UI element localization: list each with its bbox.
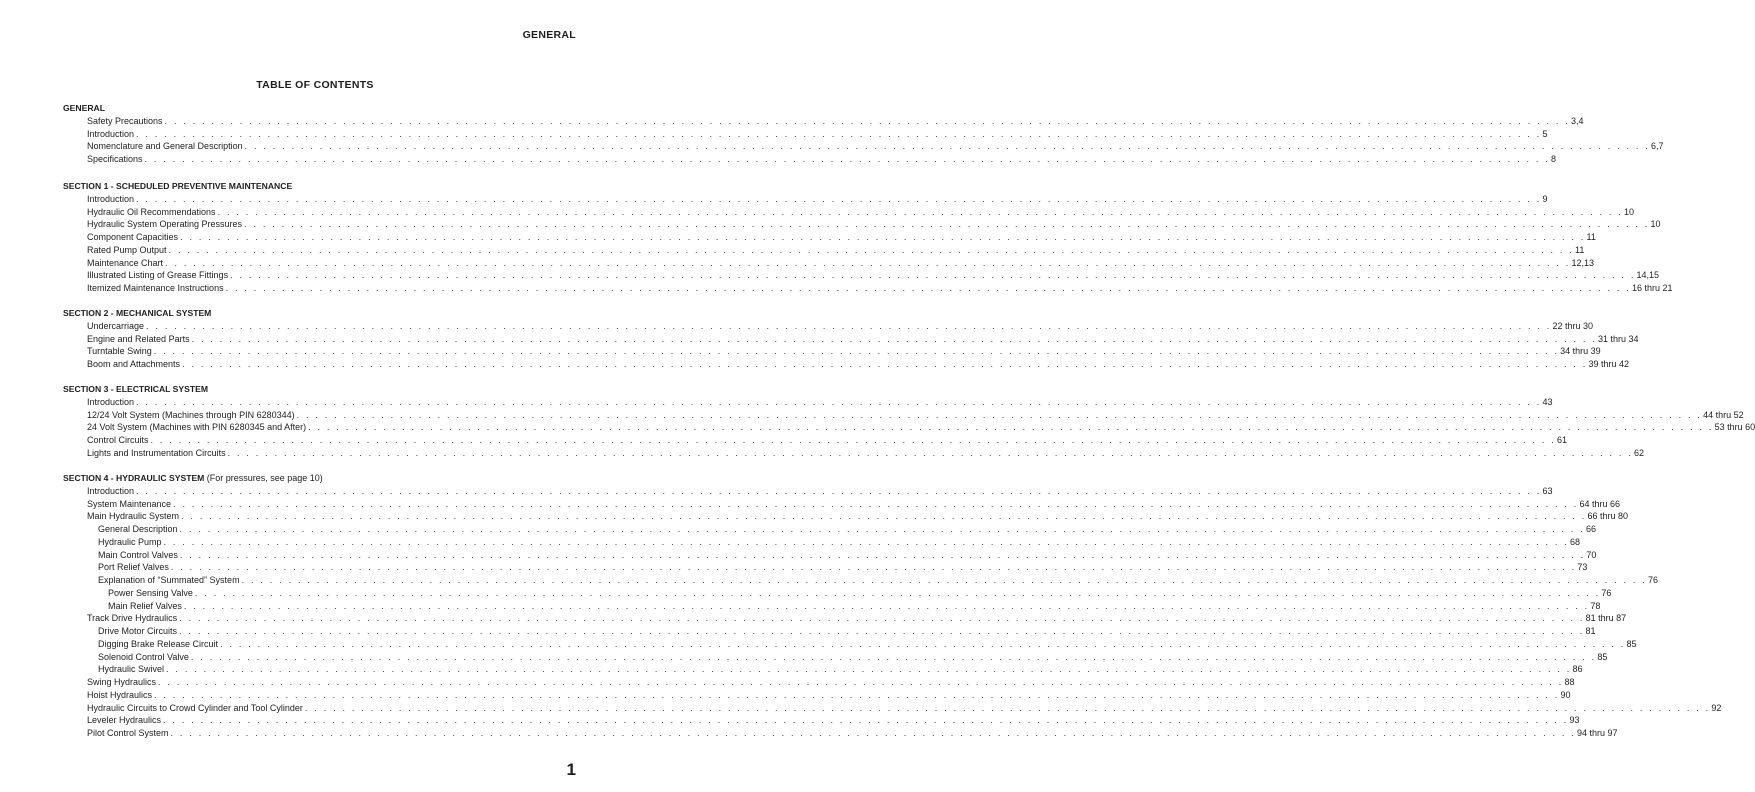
toc-entry[interactable] [63, 651, 1608, 664]
entry-label: Main Hydraulic System [87, 511, 180, 522]
dot-leader: . . . . . . . . . . . . . . . . . . . . . . . . . . . . . . . . . . . . . . . . . . . . . . . . . . . . . . . . . . . . . . . . . . . . . . . . . . . . . . . . . . . . . . . . . . . . . . . . . . . . . . . . . . . . . . . . . . . . . . . . . . . . . . . . . . . . . . . . . . . . . . . . . . . . . . [241, 575, 1648, 585]
dot-leader: . . . . . . . . . . . . . . . . . . . . . . . . . . . . . . . . . . . . . . . . . . . . . . . . . . . . . . . . . . . . . . . . . . . . . . . . . . . . . . . . . . . . . . . . . . . . . . . . . . . . . . . . . . . . . . . . . . . . . . . . . . . . . . . . . . . . . . . . . . . . . . . . . . . . . . [181, 511, 1587, 522]
section-heading-text: GENERAL [63, 103, 106, 113]
toc-entry[interactable] [63, 689, 1571, 702]
dot-leader: . . . . . . . . . . . . . . . . . . . . . . . . . . . . . . . . . . . . . . . . . . . . . . . . . . . . . . . . . . . . . . . . . . . . . . . . . . . . . . . . . . . . . . . . . . . . . . . . . . . . . . . . . . . . . . . . . . . . . . . . . . . . . . . . . . . . . . . . . . . . . . . . . . . . . . [136, 485, 1542, 496]
toc-entry[interactable] [63, 498, 1621, 511]
dot-leader: . . . . . . . . . . . . . . . . . . . . . . . . . . . . . . . . . . . . . . . . . . . . . . . . . . . . . . . . . . . . . . . . . . . . . . . . . . . . . . . . . . . . . . . . . . . . . . . . . . . . . . . . . . . . . . . . . . . . . . . . . . . . . . . . . . . . . . . . . . . . . . . . . . . . . . [225, 283, 1632, 293]
toc-section [63, 307, 1639, 371]
entry-label: Component Capacities [87, 232, 179, 242]
dot-leader: . . . . . . . . . . . . . . . . . . . . . . . . . . . . . . . . . . . . . . . . . . . . . . . . . . . . . . . . . . . . . . . . . . . . . . . . . . . . . . . . . . . . . . . . . . . . . . . . . . . . . . . . . . . . . . . . . . . . . . . . . . . . . . . . . . . . . . . . . . . . . . . . . . . . . . [179, 549, 1586, 560]
toc-entry[interactable] [63, 447, 1645, 460]
toc-entry[interactable] [63, 231, 1596, 244]
page-title: TABLE OF CONTENTS [256, 79, 374, 91]
section-heading [63, 307, 566, 320]
toc-entry[interactable] [63, 714, 1580, 727]
entry-pages: 92 [1711, 702, 1722, 713]
entry-label: Introduction [87, 485, 135, 496]
entry-pages: 43 [1542, 396, 1553, 407]
entry-label: Itemized Maintenance Instructions [87, 283, 224, 293]
entry-label: Lights and Instrumentation Circuits [87, 447, 226, 458]
entry-label: Boom and Attachments [87, 359, 181, 369]
dot-leader: . . . . . . . . . . . . . . . . . . . . . . . . . . . . . . . . . . . . . . . . . . . . . . . . . . . . . . . . . . . . . . . . . . . . . . . . . . . . . . . . . . . . . . . . . . . . . . . . . . . . . . . . . . . . . . . . . . . . . . . . . . . . . . . . . . . . . . . . . . . . . . . . . . . . . . [163, 536, 1569, 547]
toc-entry[interactable] [63, 244, 1585, 257]
section-heading-text: SECTION 1 - SCHEDULED PREVENTIVE MAINTENANCE [63, 181, 293, 191]
entry-label: Main Relief Valves [108, 600, 182, 611]
entry-pages: 81 [1585, 626, 1596, 636]
entry-label: Introduction [87, 193, 135, 204]
toc-entry[interactable] [63, 536, 1580, 549]
dot-leader: . . . . . . . . . . . . . . . . . . . . . . . . . . . . . . . . . . . . . . . . . . . . . . . . . . . . . . . . . . . . . . . . . . . . . . . . . . . . . . . . . . . . . . . . . . . . . . . . . . . . . . . . . . . . . . . . . . . . . . . . . . . . . . . . . . . . . . . . . . . . . . . . . . . . . . [304, 702, 1711, 713]
entry-label: Swing Hydraulics [87, 677, 157, 687]
entry-label: Port Relief Valves [98, 562, 169, 573]
entry-label: General Description [98, 524, 178, 534]
entry-pages: 90 [1560, 689, 1571, 700]
entry-pages: 11 [1586, 232, 1596, 242]
entry-pages: 76 [1601, 587, 1612, 598]
toc-section [63, 180, 1673, 295]
dot-leader: . . . . . . . . . . . . . . . . . . . . . . . . . . . . . . . . . . . . . . . . . . . . . . . . . . . . . . . . . . . . . . . . . . . . . . . . . . . . . . . . . . . . . . . . . . . . . . . . . . . . . . . . . . . . . . . . . . . . . . . . . . . . . . . . . . . . . . . . . . . . . . . . . . . . . . [170, 562, 1577, 573]
entry-label: Drive Motor Circuits [98, 626, 178, 636]
entry-label: Maintenance Chart [87, 257, 164, 268]
dot-leader: . . . . . . . . . . . . . . . . . . . . . . . . . . . . . . . . . . . . . . . . . . . . . . . . . . . . . . . . . . . . . . . . . . . . . . . . . . . . . . . . . . . . . . . . . . . . . . . . . . . . . . . . . . . . . . . . . . . . . . . . . . . . . . . . . . . . . . . . . . . . . . . . . . . . . . [179, 626, 1585, 636]
toc-entry[interactable] [63, 663, 1583, 676]
entry-label: Main Control Valves [98, 549, 178, 560]
dot-leader: . . . . . . . . . . . . . . . . . . . . . . . . . . . . . . . . . . . . . . . . . . . . . . . . . . . . . . . . . . . . . . . . . . . . . . . . . . . . . . . . . . . . . . . . . . . . . . . . . . . . . . . . . . . . . . . . . . . . . . . . . . . . . . . . . . . . . . . . . . . . . . . . . . . . . . [296, 409, 1703, 420]
entry-pages: 34 thru 39 [1560, 346, 1601, 357]
entry-label: Pilot Control System [87, 728, 169, 738]
toc-section [63, 383, 1755, 460]
entry-label: Engine and Related Parts [87, 333, 190, 344]
entry-label: Undercarriage [87, 320, 145, 331]
toc-entry[interactable] [63, 421, 1755, 434]
entry-pages: 85 [1597, 651, 1608, 662]
toc-entry[interactable] [63, 193, 1548, 206]
dot-leader: . . . . . . . . . . . . . . . . . . . . . . . . . . . . . . . . . . . . . . . . . . . . . . . . . . . . . . . . . . . . . . . . . . . . . . . . . . . . . . . . . . . . . . . . . . . . . . . . . . . . . . . . . . . . . . . . . . . . . . . . . . . . . . . . . . . . . . . . . . . . . . . . . . . . . . [163, 715, 1569, 726]
entry-pages: 9 [1542, 193, 1548, 204]
entry-label: Hydraulic System Operating Pressures [87, 219, 243, 230]
toc-entry[interactable] [63, 358, 1630, 371]
toc-entry[interactable] [63, 625, 1596, 638]
toc-entry[interactable] [63, 115, 1584, 128]
toc-entry[interactable] [63, 612, 1627, 625]
dot-leader: . . . . . . . . . . . . . . . . . . . . . . . . . . . . . . . . . . . . . . . . . . . . . . . . . . . . . . . . . . . . . . . . . . . . . . . . . . . . . . . . . . . . . . . . . . . . . . . . . . . . . . . . . . . . . . . . . . . . . . . . . . . . . . . . . . . . . . . . . . . . . . . . . . . . . . [168, 244, 1574, 255]
dot-leader: . . . . . . . . . . . . . . . . . . . . . . . . . . . . . . . . . . . . . . . . . . . . . . . . . . . . . . . . . . . . . . . . . . . . . . . . . . . . . . . . . . . . . . . . . . . . . . . . . . . . . . . . . . . . . . . . . . . . . . . . . . . . . . . . . . . . . . . . . . . . . . . . . . . . . . [244, 219, 1650, 230]
entry-pages: 86 [1572, 664, 1583, 675]
toc-entry[interactable] [63, 409, 1744, 422]
dot-leader: . . . . . . . . . . . . . . . . . . . . . . . . . . . . . . . . . . . . . . . . . . . . . . . . . . . . . . . . . . . . . . . . . . . . . . . . . . . . . . . . . . . . . . . . . . . . . . . . . . . . . . . . . . . . . . . . . . . . . . . . . . . . . . . . . . . . . . . . . . . . . . . . . . . . . . [180, 232, 1586, 242]
entry-label: 24 Volt System (Machines with PIN 6280345 and After) [87, 422, 307, 433]
entry-pages: 14,15 [1636, 270, 1660, 281]
entry-label: Safety Precautions [87, 115, 163, 126]
dot-leader: . . . . . . . . . . . . . . . . . . . . . . . . . . . . . . . . . . . . . . . . . . . . . . . . . . . . . . . . . . . . . . . . . . . . . . . . . . . . . . . . . . . . . . . . . . . . . . . . . . . . . . . . . . . . . . . . . . . . . . . . . . . . . . . . . . . . . . . . . . . . . . . . . . . . . . [308, 422, 1714, 433]
entry-label: Power Sensing Valve [108, 587, 193, 598]
dot-leader: . . . . . . . . . . . . . . . . . . . . . . . . . . . . . . . . . . . . . . . . . . . . . . . . . . . . . . . . . . . . . . . . . . . . . . . . . . . . . . . . . . . . . . . . . . . . . . . . . . . . . . . . . . . . . . . . . . . . . . . . . . . . . . . . . . . . . . . . . . . . . . . . . . . . . . [144, 154, 1550, 164]
dot-leader: . . . . . . . . . . . . . . . . . . . . . . . . . . . . . . . . . . . . . . . . . . . . . . . . . . . . . . . . . . . . . . . . . . . . . . . . . . . . . . . . . . . . . . . . . . . . . . . . . . . . . . . . . . . . . . . . . . . . . . . . . . . . . . . . . . . . . . . . . . . . . . . . . . . . . . [227, 447, 1634, 458]
dot-leader: . . . . . . . . . . . . . . . . . . . . . . . . . . . . . . . . . . . . . . . . . . . . . . . . . . . . . . . . . . . . . . . . . . . . . . . . . . . . . . . . . . . . . . . . . . . . . . . . . . . . . . . . . . . . . . . . . . . . . . . . . . . . . . . . . . . . . . . . . . . . . . . . . . . . . . [164, 115, 1570, 126]
toc-entry[interactable] [63, 523, 1597, 536]
toc-entry[interactable] [63, 727, 1618, 740]
entry-label: Leveler Hydraulics [87, 715, 162, 726]
entry-label: Explanation of “Summated” System [98, 575, 240, 585]
entry-pages: 78 [1590, 600, 1601, 611]
toc-entry[interactable] [63, 345, 1601, 358]
entry-pages: 64 thru 66 [1579, 498, 1621, 509]
toc-entry[interactable] [63, 333, 1639, 346]
entry-label: Specifications [87, 154, 143, 164]
section-note: (For pressures, see page 10) [206, 473, 323, 483]
entry-pages: 94 thru 97 [1576, 728, 1618, 738]
entry-label: Turntable Swing [87, 346, 152, 357]
entry-label: 12/24 Volt System (Machines through PIN 6280344) [87, 409, 295, 420]
dot-leader: . . . . . . . . . . . . . . . . . . . . . . . . . . . . . . . . . . . . . . . . . . . . . . . . . . . . . . . . . . . . . . . . . . . . . . . . . . . . . . . . . . . . . . . . . . . . . . . . . . . . . . . . . . . . . . . . . . . . . . . . . . . . . . . . . . . . . . . . . . . . . . . . . . . . . . [173, 498, 1579, 509]
dot-leader: . . . . . . . . . . . . . . . . . . . . . . . . . . . . . . . . . . . . . . . . . . . . . . . . . . . . . . . . . . . . . . . . . . . . . . . . . . . . . . . . . . . . . . . . . . . . . . . . . . . . . . . . . . . . . . . . . . . . . . . . . . . . . . . . . . . . . . . . . . . . . . . . . . . . . . [179, 524, 1585, 534]
entry-label: Introduction [87, 128, 135, 139]
entry-pages: 22 thru 30 [1552, 320, 1594, 331]
entry-pages: 70 [1586, 549, 1597, 560]
toc-section [63, 472, 1722, 740]
page-number: 1 [566, 760, 576, 779]
toc-entry[interactable] [63, 510, 1629, 523]
section-heading [63, 383, 566, 396]
entry-pages: 53 thru 60 [1714, 422, 1755, 433]
entry-pages: 3,4 [1571, 115, 1584, 126]
entry-pages: 44 thru 52 [1703, 409, 1744, 420]
dot-leader: . . . . . . . . . . . . . . . . . . . . . . . . . . . . . . . . . . . . . . . . . . . . . . . . . . . . . . . . . . . . . . . . . . . . . . . . . . . . . . . . . . . . . . . . . . . . . . . . . . . . . . . . . . . . . . . . . . . . . . . . . . . . . . . . . . . . . . . . . . . . . . . . . . . . . . [154, 689, 1560, 700]
entry-label: Nomenclature and General Description [87, 141, 243, 152]
entry-label: Control Circuits [87, 435, 149, 445]
dot-leader: . . . . . . . . . . . . . . . . . . . . . . . . . . . . . . . . . . . . . . . . . . . . . . . . . . . . . . . . . . . . . . . . . . . . . . . . . . . . . . . . . . . . . . . . . . . . . . . . . . . . . . . . . . . . . . . . . . . . . . . . . . . . . . . . . . . . . . . . . . . . . . . . . . . . . . [136, 193, 1542, 204]
entry-pages: 8 [1550, 154, 1556, 164]
toc-entry[interactable] [63, 257, 1595, 270]
toc-entry[interactable] [63, 549, 1597, 562]
toc-entry[interactable] [63, 206, 1635, 219]
entry-pages: 31 thru 34 [1598, 333, 1639, 344]
section-heading-text: SECTION 2 - MECHANICAL SYSTEM [63, 308, 212, 318]
entry-label: Introduction [87, 396, 135, 407]
toc-entry[interactable] [63, 638, 1637, 651]
entry-pages: 61 [1556, 435, 1567, 445]
entry-pages: 63 [1542, 485, 1553, 496]
dot-leader: . . . . . . . . . . . . . . . . . . . . . . . . . . . . . . . . . . . . . . . . . . . . . . . . . . . . . . . . . . . . . . . . . . . . . . . . . . . . . . . . . . . . . . . . . . . . . . . . . . . . . . . . . . . . . . . . . . . . . . . . . . . . . . . . . . . . . . . . . . . . . . . . . . . . . . [194, 587, 1601, 598]
dot-leader: . . . . . . . . . . . . . . . . . . . . . . . . . . . . . . . . . . . . . . . . . . . . . . . . . . . . . . . . . . . . . . . . . . . . . . . . . . . . . . . . . . . . . . . . . . . . . . . . . . . . . . . . . . . . . . . . . . . . . . . . . . . . . . . . . . . . . . . . . . . . . . . . . . . . . . [244, 141, 1651, 152]
toc-entry[interactable] [63, 269, 1660, 282]
entry-pages: 11 [1575, 244, 1585, 255]
dot-leader: . . . . . . . . . . . . . . . . . . . . . . . . . . . . . . . . . . . . . . . . . . . . . . . . . . . . . . . . . . . . . . . . . . . . . . . . . . . . . . . . . . . . . . . . . . . . . . . . . . . . . . . . . . . . . . . . . . . . . . . . . . . . . . . . . . . . . . . . . . . . . . . . . . . . . . [153, 346, 1560, 357]
dot-leader: . . . . . . . . . . . . . . . . . . . . . . . . . . . . . . . . . . . . . . . . . . . . . . . . . . . . . . . . . . . . . . . . . . . . . . . . . . . . . . . . . . . . . . . . . . . . . . . . . . . . . . . . . . . . . . . . . . . . . . . . . . . . . . . . . . . . . . . . . . . . . . . . . . . . . . [136, 396, 1542, 407]
entry-pages: 66 thru 80 [1587, 511, 1629, 522]
toc-entry[interactable] [63, 153, 1556, 166]
entry-label: Digging Brake Release Circuit [98, 638, 219, 649]
section-heading [63, 180, 566, 193]
toc-entry[interactable] [63, 561, 1588, 574]
entry-pages: 85 [1626, 638, 1637, 649]
entry-pages: 66 [1586, 524, 1597, 534]
dot-leader: . . . . . . . . . . . . . . . . . . . . . . . . . . . . . . . . . . . . . . . . . . . . . . . . . . . . . . . . . . . . . . . . . . . . . . . . . . . . . . . . . . . . . . . . . . . . . . . . . . . . . . . . . . . . . . . . . . . . . . . . . . . . . . . . . . . . . . . . . . . . . . . . . . . . . . [146, 320, 1552, 331]
section-heading-text: SECTION 4 - HYDRAULIC SYSTEM [63, 473, 205, 483]
section-heading [63, 472, 566, 485]
entry-pages: 10 [1624, 206, 1635, 217]
dot-leader: . . . . . . . . . . . . . . . . . . . . . . . . . . . . . . . . . . . . . . . . . . . . . . . . . . . . . . . . . . . . . . . . . . . . . . . . . . . . . . . . . . . . . . . . . . . . . . . . . . . . . . . . . . . . . . . . . . . . . . . . . . . . . . . . . . . . . . . . . . . . . . . . . . . . . . [165, 257, 1571, 268]
section-heading [63, 102, 566, 115]
entry-pages: 39 thru 42 [1588, 359, 1630, 369]
toc-entry[interactable] [63, 587, 1612, 600]
running-header: GENERAL [522, 29, 576, 41]
dot-leader: . . . . . . . . . . . . . . . . . . . . . . . . . . . . . . . . . . . . . . . . . . . . . . . . . . . . . . . . . . . . . . . . . . . . . . . . . . . . . . . . . . . . . . . . . . . . . . . . . . . . . . . . . . . . . . . . . . . . . . . . . . . . . . . . . . . . . . . . . . . . . . . . . . . . . . [136, 128, 1542, 139]
toc-entry[interactable] [63, 282, 1673, 295]
section-heading-text: SECTION 3 - ELECTRICAL SYSTEM [63, 384, 208, 394]
entry-label: Hoist Hydraulics [87, 689, 153, 700]
entry-pages: 73 [1577, 562, 1588, 573]
dot-leader: . . . . . . . . . . . . . . . . . . . . . . . . . . . . . . . . . . . . . . . . . . . . . . . . . . . . . . . . . . . . . . . . . . . . . . . . . . . . . . . . . . . . . . . . . . . . . . . . . . . . . . . . . . . . . . . . . . . . . . . . . . . . . . . . . . . . . . . . . . . . . . . . . . . . . . [217, 206, 1624, 217]
dot-leader: . . . . . . . . . . . . . . . . . . . . . . . . . . . . . . . . . . . . . . . . . . . . . . . . . . . . . . . . . . . . . . . . . . . . . . . . . . . . . . . . . . . . . . . . . . . . . . . . . . . . . . . . . . . . . . . . . . . . . . . . . . . . . . . . . . . . . . . . . . . . . . . . . . . . . . [230, 270, 1636, 281]
entry-label: Hydraulic Oil Recommendations [87, 206, 216, 217]
dot-leader: . . . . . . . . . . . . . . . . . . . . . . . . . . . . . . . . . . . . . . . . . . . . . . . . . . . . . . . . . . . . . . . . . . . . . . . . . . . . . . . . . . . . . . . . . . . . . . . . . . . . . . . . . . . . . . . . . . . . . . . . . . . . . . . . . . . . . . . . . . . . . . . . . . . . . . [183, 600, 1590, 611]
entry-pages: 88 [1564, 677, 1575, 687]
toc-entry[interactable] [63, 218, 1661, 231]
dot-leader: . . . . . . . . . . . . . . . . . . . . . . . . . . . . . . . . . . . . . . . . . . . . . . . . . . . . . . . . . . . . . . . . . . . . . . . . . . . . . . . . . . . . . . . . . . . . . . . . . . . . . . . . . . . . . . . . . . . . . . . . . . . . . . . . . . . . . . . . . . . . . . . . . . . . . . [190, 651, 1597, 662]
dot-leader: . . . . . . . . . . . . . . . . . . . . . . . . . . . . . . . . . . . . . . . . . . . . . . . . . . . . . . . . . . . . . . . . . . . . . . . . . . . . . . . . . . . . . . . . . . . . . . . . . . . . . . . . . . . . . . . . . . . . . . . . . . . . . . . . . . . . . . . . . . . . . . . . . . . . . . [182, 359, 1588, 369]
entry-label: Rated Pump Output [87, 244, 167, 255]
entry-label: Hydraulic Circuits to Crowd Cylinder and Tool Cylinder [87, 702, 303, 713]
entry-label: Hydraulic Pump [98, 536, 162, 547]
entry-pages: 81 thru 87 [1585, 613, 1627, 624]
toc-entry[interactable] [63, 128, 1548, 141]
dot-leader: . . . . . . . . . . . . . . . . . . . . . . . . . . . . . . . . . . . . . . . . . . . . . . . . . . . . . . . . . . . . . . . . . . . . . . . . . . . . . . . . . . . . . . . . . . . . . . . . . . . . . . . . . . . . . . . . . . . . . . . . . . . . . . . . . . . . . . . . . . . . . . . . . . . . . . [150, 435, 1556, 445]
entry-label: System Maintenance [87, 498, 172, 509]
toc-entry[interactable] [63, 485, 1553, 498]
toc-section [63, 102, 1664, 166]
toc-entry[interactable] [63, 574, 1659, 587]
toc-entry[interactable] [63, 434, 1567, 447]
toc-entry[interactable] [63, 396, 1553, 409]
dot-leader: . . . . . . . . . . . . . . . . . . . . . . . . . . . . . . . . . . . . . . . . . . . . . . . . . . . . . . . . . . . . . . . . . . . . . . . . . . . . . . . . . . . . . . . . . . . . . . . . . . . . . . . . . . . . . . . . . . . . . . . . . . . . . . . . . . . . . . . . . . . . . . . . . . . . . . [170, 728, 1576, 738]
entry-pages: 5 [1542, 128, 1548, 139]
toc-entry[interactable] [63, 320, 1594, 333]
entry-label: Solenoid Control Valve [98, 651, 189, 662]
toc-entry[interactable] [63, 140, 1664, 153]
entry-pages: 6,7 [1651, 141, 1664, 152]
entry-label: Illustrated Listing of Grease Fittings [87, 270, 229, 281]
toc-entry[interactable] [63, 600, 1601, 613]
dot-leader: . . . . . . . . . . . . . . . . . . . . . . . . . . . . . . . . . . . . . . . . . . . . . . . . . . . . . . . . . . . . . . . . . . . . . . . . . . . . . . . . . . . . . . . . . . . . . . . . . . . . . . . . . . . . . . . . . . . . . . . . . . . . . . . . . . . . . . . . . . . . . . . . . . . . . . [158, 677, 1564, 687]
entry-pages: 12,13 [1571, 257, 1595, 268]
dot-leader: . . . . . . . . . . . . . . . . . . . . . . . . . . . . . . . . . . . . . . . . . . . . . . . . . . . . . . . . . . . . . . . . . . . . . . . . . . . . . . . . . . . . . . . . . . . . . . . . . . . . . . . . . . . . . . . . . . . . . . . . . . . . . . . . . . . . . . . . . . . . . . . . . . . . . . [179, 613, 1585, 624]
dot-leader: . . . . . . . . . . . . . . . . . . . . . . . . . . . . . . . . . . . . . . . . . . . . . . . . . . . . . . . . . . . . . . . . . . . . . . . . . . . . . . . . . . . . . . . . . . . . . . . . . . . . . . . . . . . . . . . . . . . . . . . . . . . . . . . . . . . . . . . . . . . . . . . . . . . . . . [220, 638, 1626, 649]
entry-pages: 16 thru 21 [1632, 283, 1673, 293]
entry-pages: 62 [1634, 447, 1645, 458]
entry-pages: 68 [1569, 536, 1580, 547]
toc-entry[interactable] [63, 702, 1722, 715]
entry-pages: 93 [1569, 715, 1580, 726]
toc-entry[interactable] [63, 676, 1575, 689]
dot-leader: . . . . . . . . . . . . . . . . . . . . . . . . . . . . . . . . . . . . . . . . . . . . . . . . . . . . . . . . . . . . . . . . . . . . . . . . . . . . . . . . . . . . . . . . . . . . . . . . . . . . . . . . . . . . . . . . . . . . . . . . . . . . . . . . . . . . . . . . . . . . . . . . . . . . . . [166, 664, 1572, 675]
entry-label: Track Drive Hydraulics [87, 613, 178, 624]
entry-label: Hydraulic Swivel [98, 664, 165, 675]
dot-leader: . . . . . . . . . . . . . . . . . . . . . . . . . . . . . . . . . . . . . . . . . . . . . . . . . . . . . . . . . . . . . . . . . . . . . . . . . . . . . . . . . . . . . . . . . . . . . . . . . . . . . . . . . . . . . . . . . . . . . . . . . . . . . . . . . . . . . . . . . . . . . . . . . . . . . . [191, 333, 1598, 344]
entry-pages: 76 [1648, 575, 1659, 585]
entry-pages: 10 [1650, 219, 1661, 230]
